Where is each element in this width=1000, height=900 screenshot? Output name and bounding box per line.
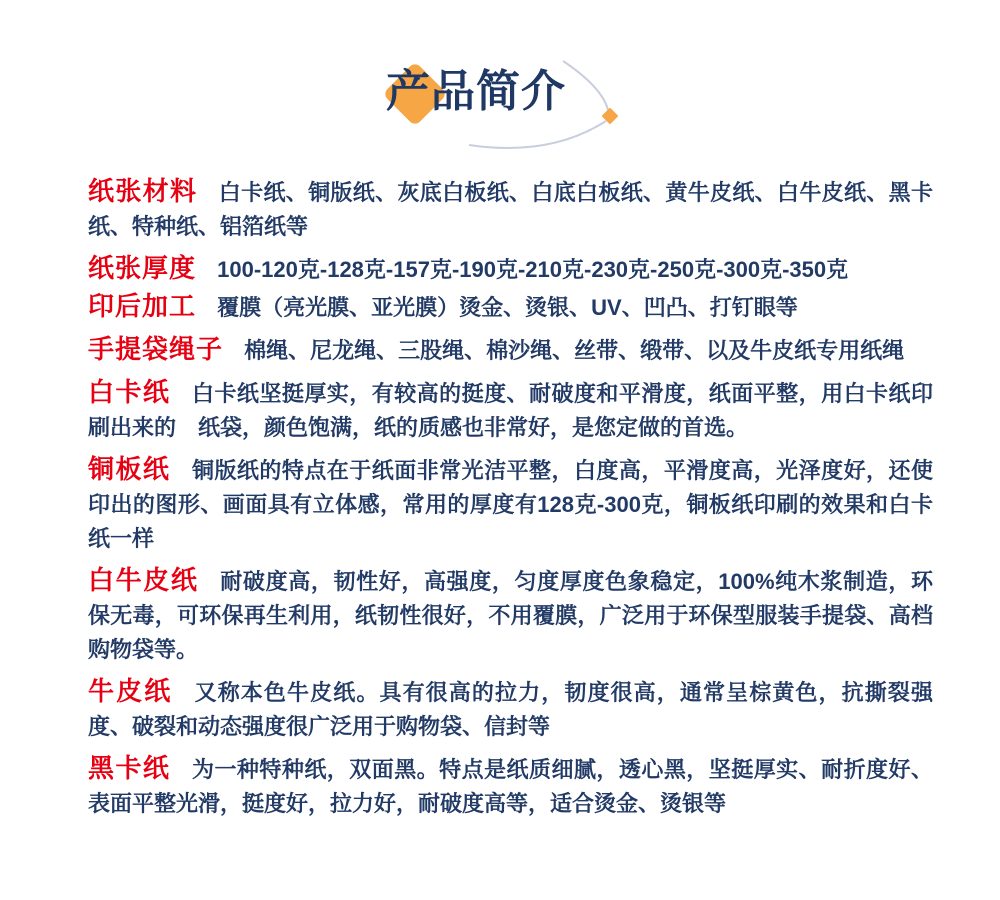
section-label: 白卡纸 [88, 377, 171, 407]
section-coated-paper [88, 452, 933, 556]
section-label: 铜板纸 [88, 454, 171, 484]
curve-lower-arc [469, 121, 606, 148]
section-post-press-finishing [88, 289, 933, 325]
section-label: 白牛皮纸 [88, 565, 199, 595]
section-label: 黑卡纸 [88, 753, 171, 783]
section-kraft-paper [88, 674, 933, 744]
section-paper-material [88, 174, 933, 244]
section-paper-thickness [88, 251, 933, 287]
section-text: 耐破度高，韧性好，高强度，匀度厚度色象稳定，100%纯木浆制造，环保无毒，可环保再生利用，纸韧性很好，不用覆膜，广泛用于环保型服装手提袋、高档购物袋等。 [88, 569, 933, 662]
section-label: 牛皮纸 [88, 676, 173, 706]
section-label: 手提袋绳子 [88, 334, 224, 364]
section-text: 白卡纸坚挺厚实，有较高的挺度、耐破度和平滑度，纸面平整，用白卡纸印刷出来的 纸袋，颜色饱满，纸的质感也非常好，是您定做的首选。 [88, 381, 933, 440]
section-text: 100-120克-128克-157克-190克-210克-230克-250克-300克-350克 [217, 257, 849, 282]
section-text: 白卡纸、铜版纸、灰底白板纸、白底白板纸、黄牛皮纸、白牛皮纸、黑卡纸、特种纸、铝箔纸等 [88, 180, 933, 239]
section-text: 覆膜（亮光膜、亚光膜）烫金、烫银、UV、凹凸、打钉眼等 [217, 295, 798, 320]
section-label: 印后加工 [88, 291, 197, 321]
section-label: 纸张材料 [88, 176, 198, 206]
page-title: 产品简介 [386, 67, 566, 116]
section-handle-rope [88, 332, 933, 368]
curve-upper-arc [563, 61, 608, 110]
section-white-kraft-paper [88, 563, 933, 667]
section-text: 为一种特种纸，双面黑。特点是纸质细腻，透心黑，坚挺厚实、耐折度好、表面平整光滑，挺度好，拉力好，耐破度高等，适合烫金、烫银等 [88, 757, 933, 816]
section-black-cardboard [88, 751, 933, 821]
title-banner [0, 0, 1000, 200]
sections-list [88, 174, 933, 828]
section-white-cardboard [88, 375, 933, 445]
section-label: 纸张厚度 [88, 253, 197, 283]
section-text: 铜版纸的特点在于纸面非常光洁平整，白度高，平滑度高，光泽度好，还使印出的图形、画面具有立体感，常用的厚度有128克-300克，铜板纸印刷的效果和白卡纸一样 [88, 458, 933, 551]
section-text: 棉绳、尼龙绳、三股绳、棉沙绳、丝带、缎带、以及牛皮纸专用纸绳 [244, 338, 905, 363]
section-text: 又称本色牛皮纸。具有很高的拉力，韧度很高，通常呈棕黄色，抗撕裂强度、破裂和动态强度很广泛用于购物袋、信封等 [88, 680, 933, 739]
